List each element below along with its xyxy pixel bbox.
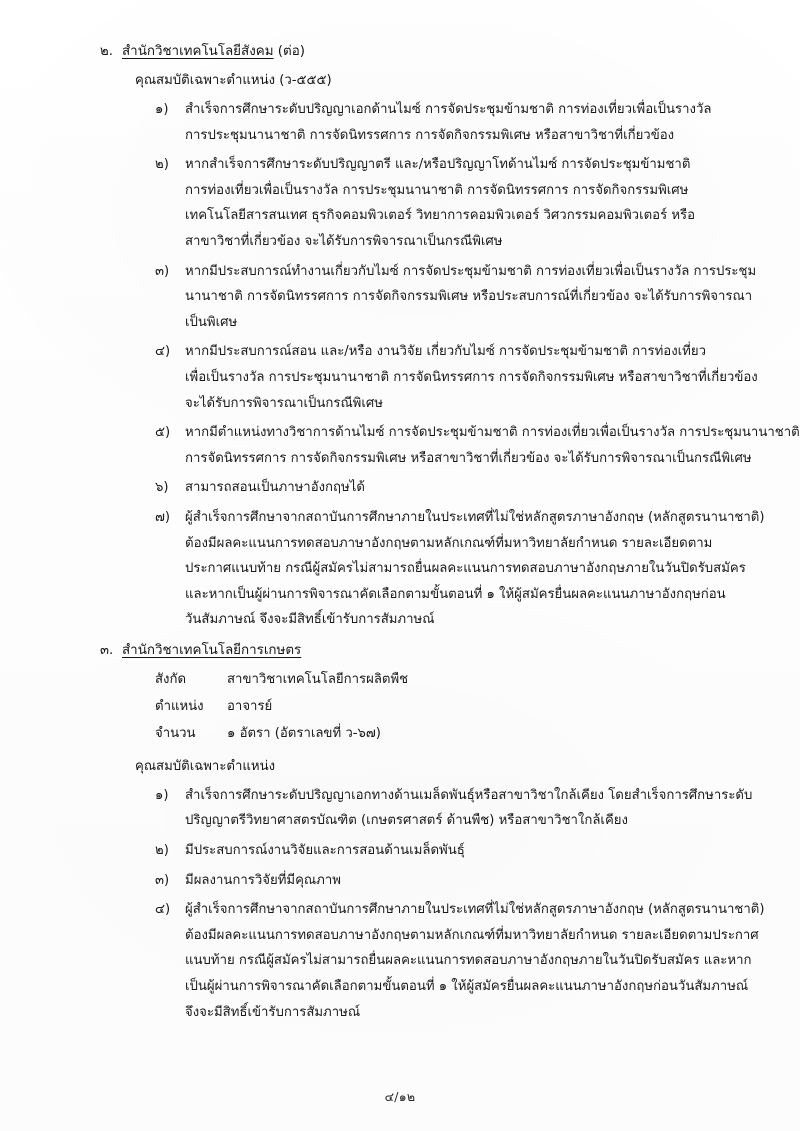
- list-item: [155, 339, 758, 416]
- section-number: ๒.: [100, 44, 113, 59]
- item-line: สาขาวิชาที่เกี่ยวข้อง จะได้รับการพิจารณาเป็นกรณีพิเศษ: [185, 233, 503, 249]
- item-line: ปริญญาตรีวิทยาศาสตรบัณฑิต (เกษตรศาสตร์ ด้านพืช) หรือสาขาวิชาใกล้เคียง: [185, 813, 628, 829]
- field-value: สาขาวิชาเทคโนโลยีการผลิตพืช: [227, 671, 409, 687]
- item-line: ต้องมีผลคะแนนการทดสอบภาษาอังกฤษตามหลักเกณฑ์ที่มหาวิทยาลัยกำหนด รายละเอียดตาม: [185, 535, 713, 551]
- field-label: ตำแหน่ง: [155, 698, 204, 714]
- position-details: [155, 666, 722, 747]
- item-text: [185, 783, 752, 834]
- section-title: [122, 639, 301, 660]
- item-line: การประชุมนานาชาติ การจัดนิทรรศการ การจัดกิจกรรมพิเศษ หรือสาขาวิชาที่เกี่ยวข้อง: [185, 127, 675, 143]
- item-line: ผู้สำเร็จการศึกษาจากสถาบันการศึกษาภายในประเทศที่ไม่ใช่หลักสูตรภาษาอังกฤษ (หลักสูตรนานาชาติ): [185, 509, 765, 525]
- qualification-list: [100, 783, 765, 1025]
- item-text: [185, 259, 756, 336]
- item-line: การท่องเที่ยวเพื่อเป็นรางวัล การประชุมนานาชาติ การจัดนิทรรศการ การจัดกิจกรรมพิเศษ: [185, 182, 689, 198]
- item-line: สำเร็จการศึกษาระดับปริญญาเอกด้านไมซ์ การจัดประชุมข้ามชาติ การท่องเที่ยวเพื่อเป็นรางวัล: [185, 102, 712, 117]
- item-line: สามารถสอนเป็นภาษาอังกฤษได้: [185, 480, 365, 496]
- item-line: หากมีประสบการณ์สอน และ/หรือ งานวิจัย เกี่ยวกับไมซ์ การจัดประชุมข้ามชาติ การท่องเที่ยว: [185, 344, 706, 360]
- item-text: [185, 152, 722, 254]
- qualification-list: [100, 97, 800, 633]
- item-text: [185, 339, 758, 416]
- list-item: [155, 505, 765, 633]
- item-marker: ๒): [155, 157, 169, 173]
- item-line: เทคโนโลยีสารสนเทศ ธุรกิจคอมพิวเตอร์ วิทยาการคอมพิวเตอร์ วิศวกรรมคอมพิวเตอร์ หรือ: [185, 208, 696, 224]
- item-line: หากมีประสบการณ์ทำงานเกี่ยวกับไมซ์ การจัดประชุมข้ามชาติ การท่องเที่ยวเพื่อเป็นรางวัล การประชุม: [185, 263, 757, 279]
- qualifications-subheading: คุณสมบัติเฉพาะตำแหน่ง (ว-๕๕๕): [135, 73, 332, 88]
- item-line: จึงจะมีสิทธิ์เข้ารับการสัมภาษณ์: [185, 1004, 361, 1020]
- section-heading: [100, 40, 722, 61]
- item-marker: ๓): [155, 872, 170, 888]
- list-item: [155, 868, 722, 894]
- item-line: หากมีตำแหน่งทางวิชาการด้านไมซ์ การจัดประชุมข้ามชาติ การท่องเที่ยวเพื่อเป็นรางวัล การประชุมนานาชาติ: [185, 425, 800, 441]
- section-title: [122, 40, 305, 61]
- item-marker: ๒): [155, 843, 169, 859]
- item-marker: ๓): [155, 263, 170, 279]
- page-number: ๔/๑๒: [384, 1089, 416, 1104]
- list-item: [155, 897, 765, 1025]
- item-line: มีผลงานการวิจัยที่มีคุณภาพ: [185, 872, 341, 888]
- field-value: อาจารย์: [227, 698, 273, 714]
- list-item: [155, 420, 800, 471]
- item-line: นานาชาติ การจัดนิทรรศการ การจัดกิจกรรมพิเศษ หรือประสบการณ์ที่เกี่ยวข้อง จะได้รับการพิจารณา: [185, 289, 753, 305]
- item-text: [185, 505, 764, 633]
- field-label: สังกัด: [155, 671, 187, 687]
- item-line: มีประสบการณ์งานวิจัยและการสอนด้านเมล็ดพันธุ์: [185, 843, 465, 859]
- item-line: แนบท้าย กรณีผู้สมัครไม่สามารถยื่นผลคะแนนการทดสอบภาษาอังกฤษภายในวันปิดรับสมัคร และหาก: [185, 953, 752, 969]
- item-marker: ๔): [155, 344, 171, 360]
- list-item: [155, 259, 757, 336]
- item-text: [185, 475, 722, 501]
- section-title-text: สำนักวิชาเทคโนโลยีสังคม: [122, 44, 274, 59]
- field-label: จำนวน: [155, 725, 196, 741]
- field-row-position: [155, 693, 722, 720]
- item-line: ต้องมีผลคะแนนการทดสอบภาษาอังกฤษตามหลักเกณฑ์ที่มหาวิทยาลัยกำหนด รายละเอียดตามประกาศ: [185, 927, 759, 943]
- item-line: ผู้สำเร็จการศึกษาจากสถาบันการศึกษาภายในประเทศที่ไม่ใช่หลักสูตรภาษาอังกฤษ (หลักสูตรนานาชาติ): [185, 902, 765, 918]
- item-line: และหากเป็นผู้ผ่านการพิจารณาคัดเลือกตามขั้นตอนที่ ๑ ให้ผู้สมัครยื่นผลคะแนนภาษาอังกฤษก่อน: [185, 586, 726, 602]
- section-number: ๓.: [100, 642, 114, 658]
- item-line: การจัดนิทรรศการ การจัดกิจกรรมพิเศษ หรือสาขาวิชาที่เกี่ยวข้อง จะได้รับการพิจารณาเป็นกรณีพิเศษ: [185, 450, 752, 466]
- list-item: [155, 152, 722, 254]
- field-row-affiliation: [155, 666, 722, 693]
- list-item: [155, 838, 722, 864]
- section-agricultural-technology: [100, 639, 765, 1025]
- list-item: [155, 783, 753, 834]
- list-item: [155, 475, 722, 501]
- item-line: สำเร็จการศึกษาระดับปริญญาเอกทางด้านเมล็ดพันธุ์หรือสาขาวิชาใกล้เคียง โดยสำเร็จการศึกษาระดับ: [185, 787, 753, 803]
- item-marker: ๕): [155, 425, 171, 441]
- section-heading: [100, 639, 722, 660]
- item-line: ประกาศแนบท้าย กรณีผู้สมัครไม่สามารถยื่นผลคะแนนการทดสอบภาษาอังกฤษภายในวันปิดรับสมัคร: [185, 561, 746, 577]
- item-line: วันสัมภาษณ์ จึงจะมีสิทธิ์เข้ารับการสัมภาษณ์: [185, 612, 435, 628]
- item-marker: ๖): [155, 480, 169, 496]
- item-line: หากสำเร็จการศึกษาระดับปริญญาตรี และ/หรือปริญญาโทด้านไมซ์ การจัดประชุมข้ามชาติ: [185, 157, 691, 173]
- document-body: [100, 40, 800, 1100]
- item-text: [185, 838, 722, 864]
- field-value: ๑ อัตรา (อัตราเลขที่ ว-๖๗): [227, 725, 381, 741]
- item-line: เพื่อเป็นรางวัล การประชุมนานาชาติ การจัดนิทรรศการ การจัดกิจกรรมพิเศษ หรือสาขาวิชาที่เกี่ยวข้อง: [185, 369, 758, 385]
- item-marker: ๑): [155, 102, 169, 117]
- list-item: [155, 97, 722, 148]
- item-text: [185, 97, 722, 148]
- item-marker: ๔): [155, 902, 171, 918]
- item-line: จะได้รับการพิจารณาเป็นกรณีพิเศษ: [185, 395, 383, 411]
- section-social-technology: [100, 40, 800, 633]
- section-title-text: สำนักวิชาเทคโนโลยีการเกษตร: [122, 642, 302, 658]
- qualifications-subheading: คุณสมบัติเฉพาะตำแหน่ง: [135, 758, 276, 774]
- item-text: [185, 868, 722, 894]
- item-line: เป็นผู้ผ่านการพิจารณาคัดเลือกตามขั้นตอนที่ ๑ ให้ผู้สมัครยื่นผลคะแนนภาษาอังกฤษก่อนวันสัมภาษณ์: [185, 979, 749, 995]
- section-title-suffix: (ต่อ): [277, 44, 305, 59]
- item-text: [185, 897, 764, 1025]
- item-line: เป็นพิเศษ: [185, 314, 238, 330]
- item-marker: ๑): [155, 787, 169, 803]
- field-row-quantity: [155, 720, 722, 747]
- item-text: [185, 420, 800, 471]
- item-marker: ๗): [155, 509, 171, 525]
